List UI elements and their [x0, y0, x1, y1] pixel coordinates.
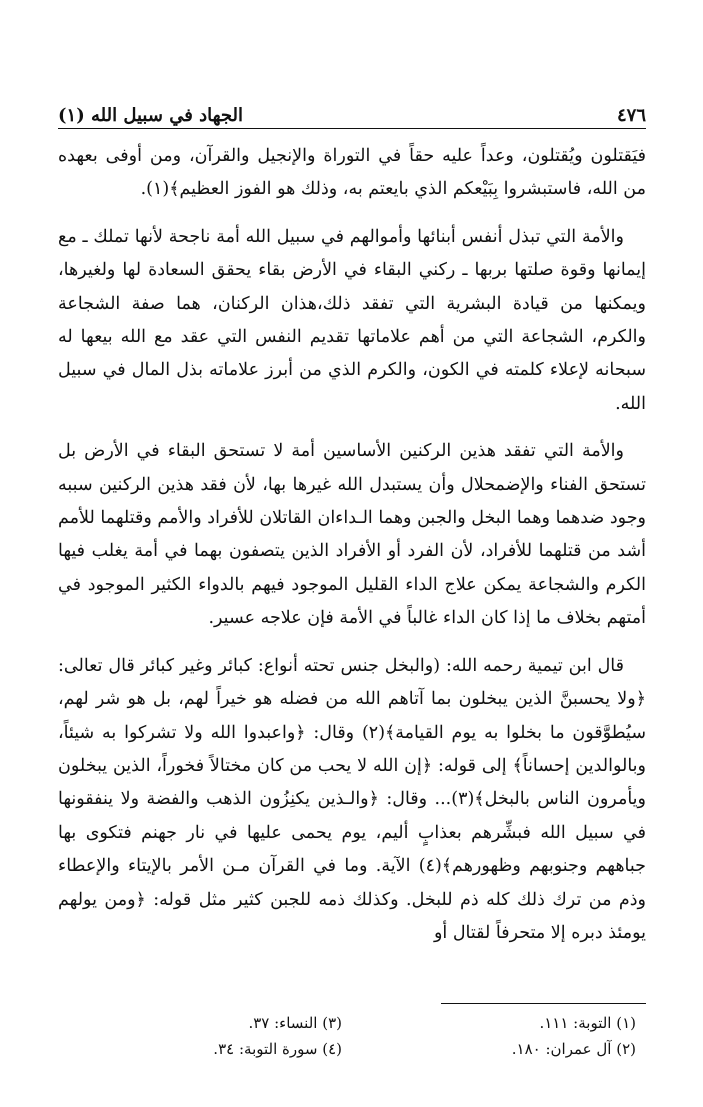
footnote-3: (٣) النساء: ٣٧.: [248, 1014, 342, 1032]
footnote-1: (١) التوبة: ١١١.: [539, 1014, 636, 1032]
paragraph-3: والأمة التي تفقد هذين الركنين الأساسين أمة لا تستحق البقاء في الأرض بل تستحق الفناء والإضمحلال وأن يستبدل الله غيرها بها، لأن فقد هذين الركنين سببه وجود ضدهما وهما البخل والجبن وهما الـداءان القاتلان للأفراد والأمم وقتلهما للأمم أشد من قتلهما للأفراد، لأن الفرد أو الأفراد الذين يتصفون بهما في أمة يغلب فيها الكرم والشجاعة يمكن علاج الداء القليل الموجود فيهم بالدواء الكثير الموجود في أمتهم بخلاف ما إذا كان الداء غالباً في الأمة فإن علاجه عسير.: [58, 441, 646, 629]
footnote-2: (٢) آل عمران: ١٨٠.: [511, 1040, 636, 1058]
page-number: ٤٧٦: [616, 105, 646, 126]
paragraph-2: والأمة التي تبذل أنفس أبنائها وأموالهم في سبيل الله أمة ناجحة لأنها تملك ـ مع إيمانها وقوة صلتها بربها ـ ركني البقاء في الأرض بقاء يحقق السعادة لها ولغيرها، ويمكنها من قيادة البشرية التي تفقد ذلك،هذان الركنان، هما صفة الشجاعة والكرم، الشجاعة التي من أهم علاماتها تقديم النفس التي عقد مع الله بيعها له سبحانه لإعلاء كلمته في الكون، والكرم الذي من أبرز علاماته بذل المال في سبيل الله.: [58, 226, 646, 414]
paragraph-4: قال ابن تيمية رحمه الله: (والبخل جنس تحته أنواع: كبائر وغير كبائر قال تعالى: ﴿ولا يحسبنَّ الذين يبخلون بما آتاهم الله من فضله هو خيراً لهم، بل هو شر لهم، سيُطوَّقون ما بخلوا به يوم القيامة﴾(٢) وقال: ﴿واعبدوا الله ولا تشركوا به شيئاً، وبالوالدين إحساناً﴾ إلى قوله: ﴿إن الله لا يحب من كان مختالاً فخوراً، الذين يبخلون ويأمرون الناس بالبخل﴾(٣)... وقال: ﴿والـذين يكنِزُون الذهب والفضة ولا ينفقونها في سبيل الله فبشِّرهم بعذابٍ أليم، يوم يحمى عليها في نار جهنم فتكوى بها جباههم وجنوبهم وظهورهم﴾(٤) الآية. وما في القرآن مـن الأمر بالإيتاء والإعطاء وذم من ترك ذلك كله ذم للبخل. وكذلك ذمه للجبن كثير مثل قوله: ﴿ومن يولهم يومئذ دبره إلا متحرفاً لقتال أو: [58, 655, 646, 943]
footnote-divider: [441, 1003, 646, 1004]
page-header: [58, 92, 646, 126]
running-title: الجهاد في سبيل الله (١): [58, 105, 243, 126]
body-text: [58, 140, 646, 950]
footnotes: [58, 1010, 646, 1062]
header-divider: [58, 128, 646, 129]
footnote-4: (٤) سورة التوبة: ٣٤.: [213, 1040, 342, 1058]
paragraph-1: فيَقتلون ويُقتلون، وعداً عليه حقاً في التوراة والإنجيل والقرآن، ومن أوفى بعهده من الله، فاستبشروا بِبَيْعكم الذي بايعتم به، وذلك هو الفوز العظيم﴾(١).: [58, 146, 646, 200]
